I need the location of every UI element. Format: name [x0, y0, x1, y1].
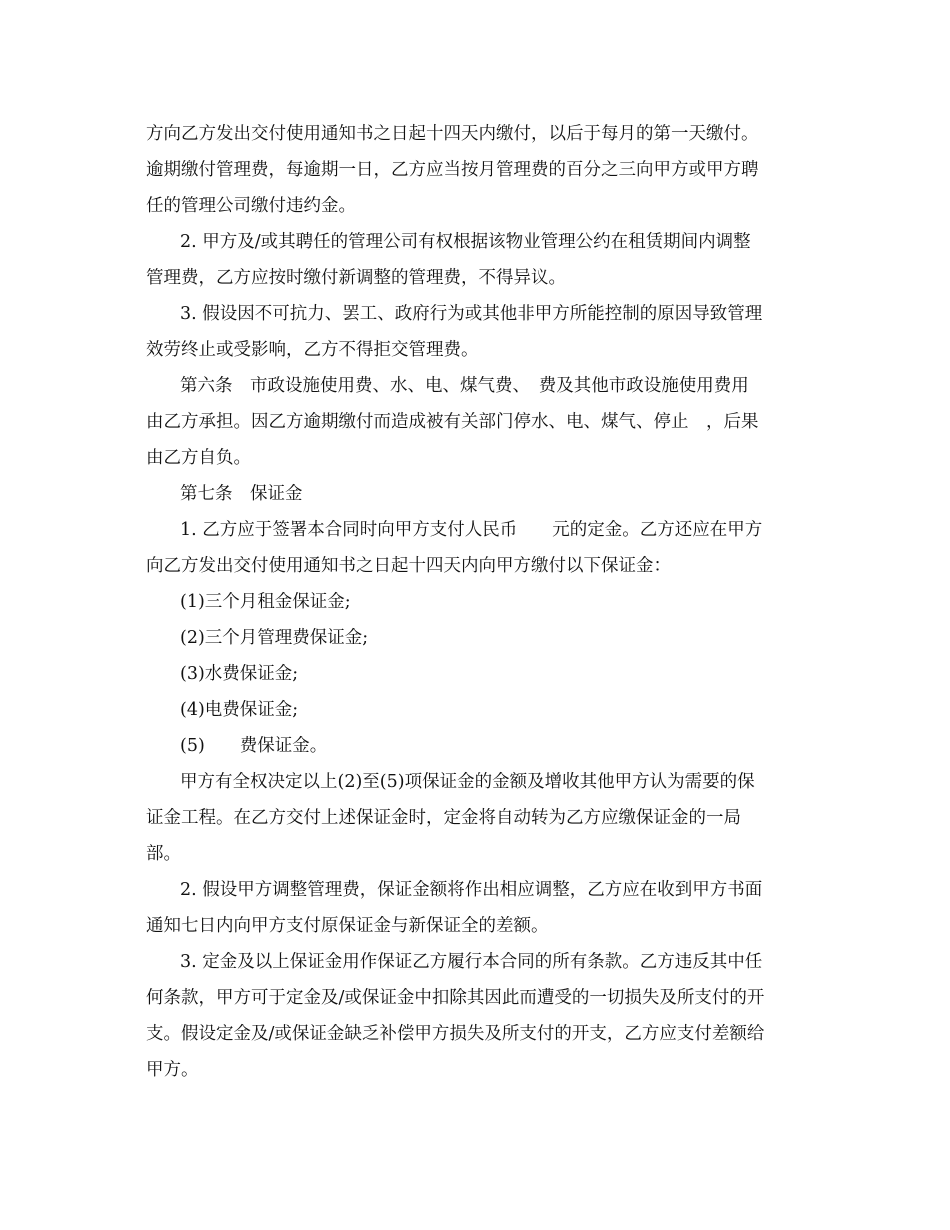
text-line: 向乙方发出交付使用通知书之日起十四天内向甲方缴付以下保证金： — [146, 556, 671, 576]
paragraph-line: 甲方有全权决定以上(2)至(5)项保证金的金额及增收其他甲方认为需要的保 — [180, 772, 755, 792]
clause-1-line: 1. 乙方应于签署本合同时向甲方支付人民币 元的定金。乙方还应在甲方 — [180, 520, 763, 540]
text-line: 部。 — [146, 844, 181, 864]
text-line: 甲方。 — [146, 1060, 199, 1080]
text-line: 通知七日内向甲方支付原保证金与新保证全的差额。 — [146, 916, 549, 936]
list-item: (4)电费保证金; — [180, 700, 299, 720]
list-item: (1)三个月租金保证金; — [180, 592, 351, 612]
text-line: 由乙方自负。 — [146, 448, 251, 468]
text-line: 证金工程。在乙方交付上述保证金时，定金将自动转为乙方应缴保证金的一局 — [146, 808, 741, 828]
contract-text — [146, 116, 826, 1088]
article-7-heading: 第七条 保证金 — [180, 484, 303, 504]
text-line: 管理费，乙方应按时缴付新调整的管理费，不得异议。 — [146, 268, 566, 288]
list-item: (3)水费保证金; — [180, 664, 299, 684]
text-line: 效劳终止或受影响，乙方不得拒交管理费。 — [146, 340, 479, 360]
clause-2-line: 2. 甲方及/或其聘任的管理公司有权根据该物业管理公约在租赁期间内调整 — [180, 232, 751, 252]
text-line: 方向乙方发出交付使用通知书之日起十四天内缴付，以后于每月的第一天缴付。 — [146, 124, 759, 144]
clause-2-line: 2. 假设甲方调整管理费，保证金额将作出相应调整，乙方应在收到甲方书面 — [180, 880, 763, 900]
clause-3-line: 3. 定金及以上保证金用作保证乙方履行本合同的所有条款。乙方违反其中任 — [180, 952, 763, 972]
article-6-heading-line: 第六条 市政设施使用费、水、电、煤气费、 费及其他市政设施使用费用 — [180, 376, 749, 396]
list-item: (5) 费保证金。 — [180, 736, 328, 756]
text-line: 支。假设定金及/或保证金缺乏补偿甲方损失及所支付的开支，乙方应支付差额给 — [146, 1024, 765, 1044]
clause-3-line: 3. 假设因不可抗力、罢工、政府行为或其他非甲方所能控制的原因导致管理 — [180, 304, 763, 324]
text-line: 何条款，甲方可于定金及/或保证金中扣除其因此而遭受的一切损失及所支付的开 — [146, 988, 765, 1008]
text-line: 由乙方承担。因乙方逾期缴付而造成被有关部门停水、电、煤气、停止 ，后果 — [146, 412, 759, 432]
list-item: (2)三个月管理费保证金; — [180, 628, 369, 648]
text-line: 任的管理公司缴付违约金。 — [146, 196, 356, 216]
text-line: 逾期缴付管理费，每逾期一日，乙方应当按月管理费的百分之三向甲方或甲方聘 — [146, 160, 759, 180]
